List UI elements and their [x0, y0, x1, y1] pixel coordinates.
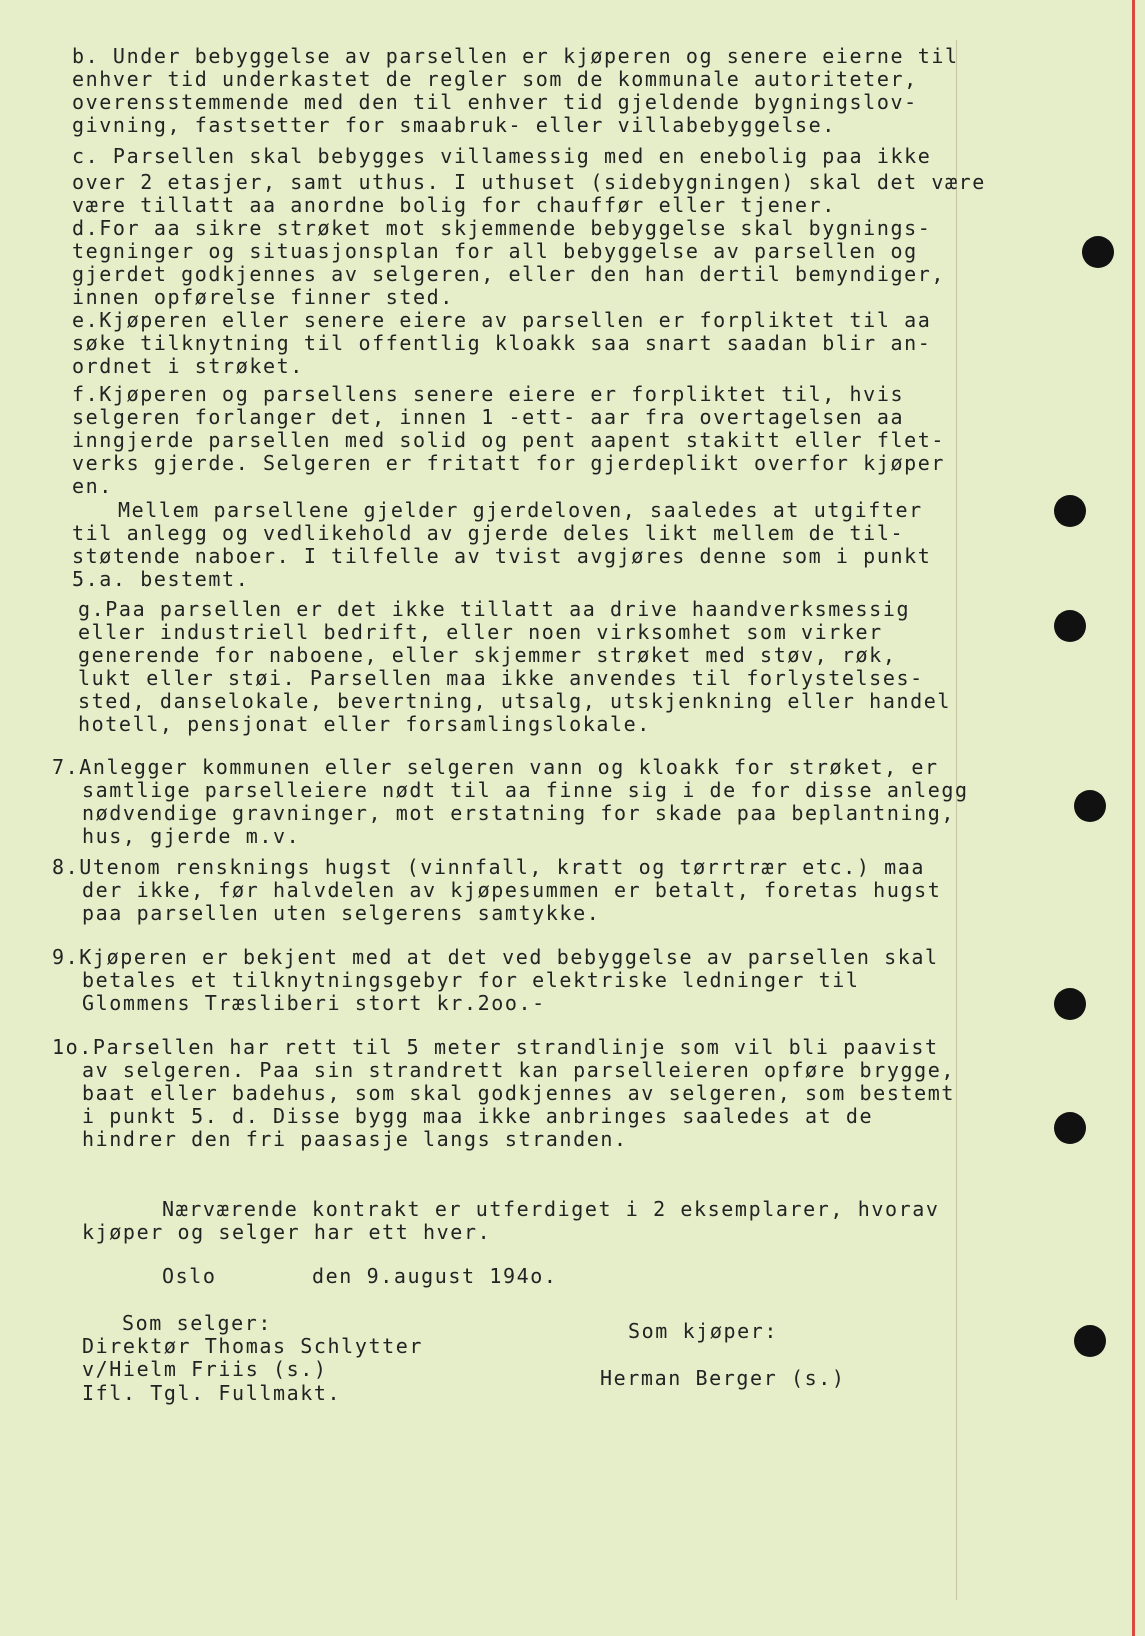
text-line: over 2 etasjer, samt uthus. I uthuset (sidebygningen) skal det være: [72, 170, 986, 194]
text-line: f.Kjøperen og parsellens senere eiere er forpliktet til, hvis: [72, 382, 905, 406]
text-line: lukt eller støi. Parsellen maa ikke anvendes til forlystelses-: [78, 666, 924, 690]
text-line: verks gjerde. Selgeren er fritatt for gjerdeplikt overfor kjøper: [72, 451, 946, 475]
text-line: samtlige parselleiere nødt til aa finne sig i de for disse anlegg: [82, 778, 969, 802]
text-line: hindrer den fri paasasje langs stranden.: [82, 1127, 628, 1151]
text-line: betales et tilknytningsgebyr for elektriske ledninger til: [82, 968, 860, 992]
text-line: ordnet i strøket.: [72, 354, 304, 378]
text-line: selgeren forlanger det, innen 1 -ett- aar fra overtagelsen aa: [72, 405, 905, 429]
text-line: av selgeren. Paa sin strandrett kan parselleieren opføre brygge,: [82, 1058, 956, 1082]
text-line: kjøper og selger har ett hver.: [82, 1220, 492, 1244]
text-line: e.Kjøperen eller senere eiere av parsellen er forpliktet til aa: [72, 308, 932, 332]
text-line: Glommens Træsliberi stort kr.2oo.-: [82, 991, 546, 1015]
text-line: hotell, pensjonat eller forsamlingslokale.: [78, 712, 651, 736]
text-line: 8.Utenom rensknings hugst (vinnfall, kratt og tørrtrær etc.) maa: [52, 855, 926, 879]
text-line: 9.Kjøperen er bekjent med at det ved bebyggelse av parsellen skal: [52, 945, 939, 969]
text-line: b. Under bebyggelse av parsellen er kjøperen og senere eierne til: [72, 44, 959, 68]
text-line: Mellem parsellene gjelder gjerdeloven, saaledes at utgifter: [118, 498, 923, 522]
buyer-name: Herman Berger (s.): [600, 1366, 846, 1390]
text-line: d.For aa sikre strøket mot skjemmende bebyggelse skal bygnings-: [72, 216, 932, 240]
text-line: søke tilknytning til offentlig kloakk saa snart saadan blir an-: [72, 331, 932, 355]
seller-proxy: v/Hielm Friis (s.): [82, 1357, 328, 1381]
text-line: generende for naboene, eller skjemmer strøket med støv, røk,: [78, 643, 897, 667]
text-line: være tillatt aa anordne bolig for chauffør eller tjener.: [72, 193, 836, 217]
text-line: inngjerde parsellen med solid og pent aapent stakitt eller flet-: [72, 428, 946, 452]
text-line: eller industriell bedrift, eller noen virksomhet som virker: [78, 620, 883, 644]
text-line: paa parsellen uten selgerens samtykke.: [82, 901, 601, 925]
text-line: en.: [72, 474, 113, 498]
text-line: enhver tid underkastet de regler som de kommunale autoriteter,: [72, 67, 918, 91]
text-line: 1o.Parsellen har rett til 5 meter strandlinje som vil bli paavist: [52, 1035, 939, 1059]
seller-authority: Ifl. Tgl. Fullmakt.: [82, 1381, 342, 1405]
text-line: støtende naboer. I tilfelle av tvist avgjøres denne som i punkt: [72, 544, 932, 568]
buyer-heading: Som kjøper:: [628, 1319, 779, 1343]
text-line: overensstemmende med den til enhver tid gjeldende bygningslov-: [72, 90, 918, 114]
place: Oslo: [162, 1264, 217, 1288]
text-line: der ikke, før halvdelen av kjøpesummen er betalt, foretas hugst: [82, 878, 942, 902]
text-line: i punkt 5. d. Disse bygg maa ikke anbringes saaledes at de: [82, 1104, 874, 1128]
date: den 9.august 194o.: [312, 1264, 558, 1288]
text-line: hus, gjerde m.v.: [82, 824, 301, 848]
text-line: nødvendige gravninger, mot erstatning for skade paa beplantning,: [82, 801, 956, 825]
text-line: baat eller badehus, som skal godkjennes av selgeren, som bestemt: [82, 1081, 956, 1105]
text-line: c. Parsellen skal bebygges villamessig med en enebolig paa ikke: [72, 144, 932, 168]
text-line: 7.Anlegger kommunen eller selgeren vann og kloakk for strøket, er: [52, 755, 939, 779]
seller-heading: Som selger:: [122, 1311, 273, 1335]
text-line: givning, fastsetter for smaabruk- eller villabebyggelse.: [72, 113, 836, 137]
text-line: sted, danselokale, bevertning, utsalg, utskjenkning eller handel: [78, 689, 952, 713]
text-line: til anlegg og vedlikehold av gjerde deles likt mellem de til-: [72, 521, 905, 545]
text-line: tegninger og situasjonsplan for all bebyggelse av parsellen og: [72, 239, 918, 263]
text-line: innen opførelse finner sted.: [72, 285, 454, 309]
text-line: g.Paa parsellen er det ikke tillatt aa drive haandverksmessig: [78, 597, 911, 621]
seller-name: Direktør Thomas Schlytter: [82, 1334, 424, 1358]
text-line: 5.a. bestemt.: [72, 567, 250, 591]
text-line: gjerdet godkjennes av selgeren, eller den han dertil bemyndiger,: [72, 262, 946, 286]
text-line: Nærværende kontrakt er utferdiget i 2 eksemplarer, hvorav: [162, 1197, 940, 1221]
